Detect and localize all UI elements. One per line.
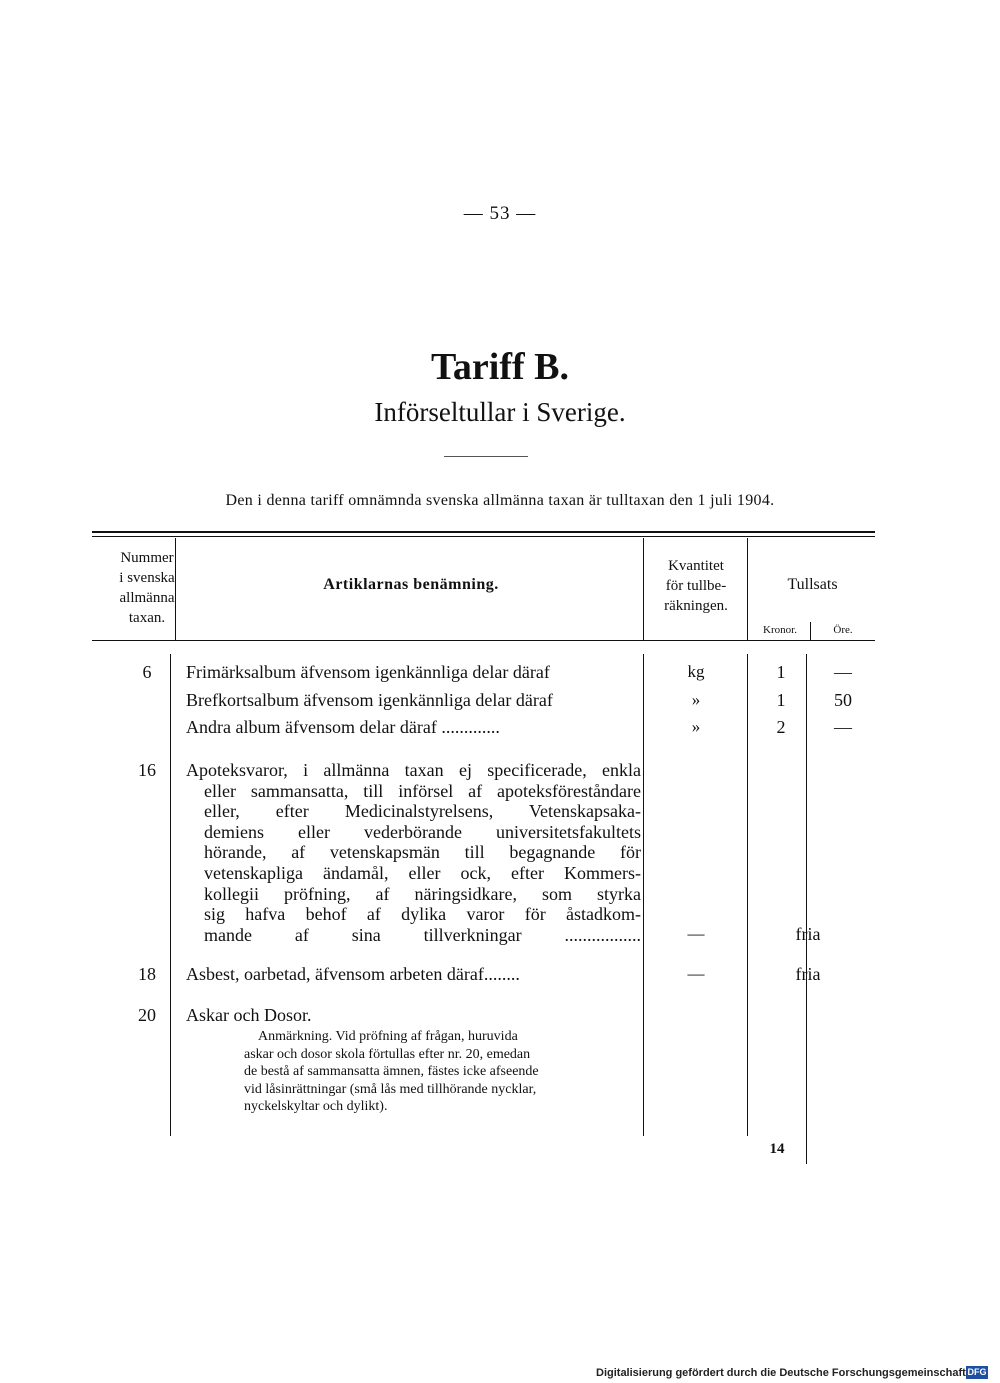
row-tullsats: fria — [795, 964, 821, 984]
header-ore: Öre. — [833, 624, 853, 636]
dfg-logo: DFG — [967, 1367, 987, 1377]
row-text: Askar och Dosor. — [186, 1005, 312, 1025]
header-tullsats: Tullsats — [787, 576, 838, 593]
footer-number: 14 — [769, 1141, 785, 1157]
column-divider — [643, 654, 644, 1136]
row-quantity: » — [691, 717, 701, 736]
row-number: 6 — [142, 662, 152, 682]
column-divider — [810, 622, 811, 640]
column-divider — [170, 654, 171, 1136]
column-divider — [747, 538, 748, 640]
row-text: Asbest, oarbetad, äfvensom arbeten däraf........ — [186, 964, 520, 984]
row-number: 18 — [138, 964, 156, 984]
header-artiklar: Artiklarnas benämning. — [323, 576, 499, 593]
row-text: Andra album äfvensom delar däraf ............. — [186, 717, 500, 737]
row-quantity: — — [687, 924, 705, 943]
title-divider — [444, 456, 528, 457]
row-text: Frimärksalbum äfvensom igenkännliga delar däraf — [186, 662, 550, 682]
table-header-rule — [92, 640, 875, 641]
row-ore: 50 — [834, 690, 852, 710]
header-kvantitet: Kvantitet för tullbe- räkningen. — [664, 558, 728, 614]
row-quantity: — — [687, 964, 705, 983]
page-title: Tariff B. — [431, 346, 569, 388]
intro-text: Den i denna tariff omnämnda svenska allmänna taxan är tulltaxan den 1 juli 1904. — [225, 492, 775, 509]
row-kronor: 2 — [776, 717, 786, 737]
row-quantity: » — [691, 690, 701, 709]
row-tullsats: fria — [795, 924, 821, 944]
page-number: — 53 — — [463, 203, 537, 224]
row-note: Anmärkning. Vid pröfning af frågan, huruvida askar och dosor skola förtullas efter nr. 20, emedan de bestå af sammansatta ämnen, fästes icke afseende vid låsinrättningar (små lås med tillhörande nycklar, nyckelskyltar och dylikt). — [244, 1029, 539, 1115]
row-ore: — — [834, 717, 852, 737]
digitization-credit: Digitalisierung gefördert durch die Deutsche Forschungsgemeinschaft — [596, 1367, 966, 1379]
row-ore: — — [834, 662, 852, 682]
row-description: Apoteksvaror, i allmänna taxan ej specificerade, enkla eller sammansatta, till införsel af apoteksföreståndare eller, efter Medicinalstyrelsens, Vetenskapsaka- demiens eller vederbörande universitetsfakultets hörande, af vetenskapsmän till begagnande för vetenskapliga ändamål, eller ock, efter Kommers- kollegii pröfning, af näringsidkare, som styrka sig hafva behof af dylika varor för åstadkom- mande af sina tillverkningar ................. — [186, 760, 641, 945]
table-top-rule-thin — [92, 536, 875, 537]
row-text: Brefkortsalbum äfvensom igenkännliga delar däraf — [186, 690, 553, 710]
header-nummer: Nummer i svenska allmänna taxan. — [119, 550, 175, 626]
row-kronor: 1 — [776, 690, 786, 710]
row-quantity: kg — [687, 662, 705, 681]
table-top-rule — [92, 531, 875, 533]
column-divider — [747, 654, 748, 1136]
header-kronor: Kronor. — [763, 624, 797, 636]
page-subtitle: Införseltullar i Sverige. — [374, 397, 626, 427]
row-number: 20 — [138, 1005, 156, 1025]
row-number: 16 — [138, 760, 156, 780]
row-kronor: 1 — [776, 662, 786, 682]
